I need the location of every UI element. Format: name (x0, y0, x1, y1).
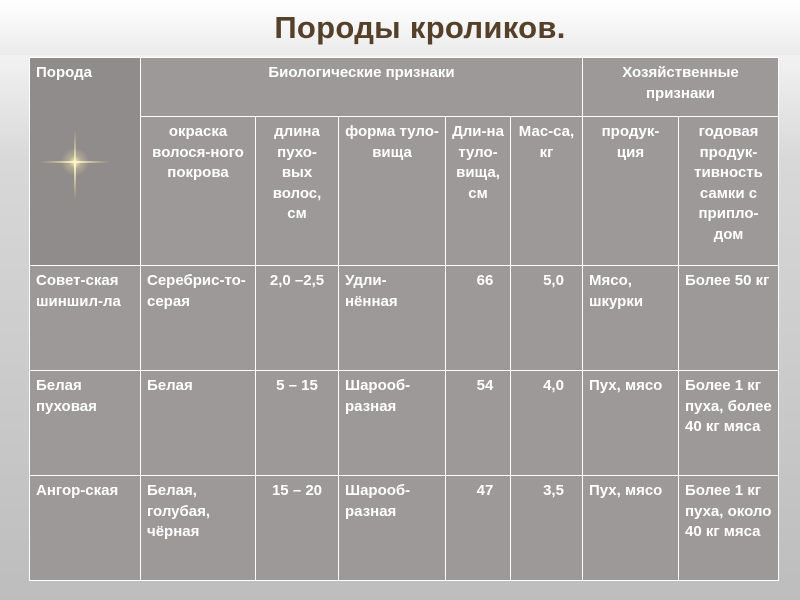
subheader-mass: Мас-са, кг (511, 117, 583, 266)
row2-mass: 4,0 (511, 371, 583, 476)
table-subheader-row (30, 117, 779, 266)
row3-body-length: 47 (446, 476, 511, 581)
subheader-fur-color: окраска волося-ного покрова (141, 117, 256, 266)
row3-products: Пух, мясо (583, 476, 679, 581)
row1-mass: 5,0 (511, 266, 583, 371)
table-row (30, 476, 779, 581)
row3-breed: Ангор-ская (30, 476, 141, 581)
row3-fur-length: 15 – 20 (256, 476, 339, 581)
table-header-row (30, 58, 779, 117)
header-breed: Порода (30, 58, 141, 266)
subheader-body-length: Дли-на туло-вища, см (446, 117, 511, 266)
row1-productivity: Более 50 кг (679, 266, 779, 371)
row1-products: Мясо, шкурки (583, 266, 679, 371)
header-biological: Биологические признаки (141, 58, 583, 117)
header-economic: Хозяйственные признаки (583, 58, 779, 117)
row3-body-shape: Шарооб-разная (339, 476, 446, 581)
rabbit-breeds-table (29, 57, 779, 581)
row3-mass: 3,5 (511, 476, 583, 581)
row1-body-length: 66 (446, 266, 511, 371)
subheader-productivity: годовая продук-тивность самки с припло-дом (679, 117, 779, 266)
row2-products: Пух, мясо (583, 371, 679, 476)
row2-productivity: Более 1 кг пуха, более 40 кг мяса (679, 371, 779, 476)
subheader-body-shape: форма туло-вища (339, 117, 446, 266)
page-title: Породы кроликов. (274, 10, 566, 45)
row1-breed: Совет-ская шиншил-ла (30, 266, 141, 371)
row1-body-shape: Удли-нённая (339, 266, 446, 371)
row2-body-length: 54 (446, 371, 511, 476)
row2-color: Белая (141, 371, 256, 476)
row3-color: Белая, голубая, чёрная (141, 476, 256, 581)
row3-productivity: Более 1 кг пуха, около 40 кг мяса (679, 476, 779, 581)
subheader-products: продук-ция (583, 117, 679, 266)
table-row (30, 266, 779, 371)
row2-breed: Белая пуховая (30, 371, 141, 476)
table-row (30, 371, 779, 476)
row2-body-shape: Шарооб-разная (339, 371, 446, 476)
subheader-fur-length: длина пухо-вых волос, см (256, 117, 339, 266)
row1-color: Серебрис-то-серая (141, 266, 256, 371)
row2-fur-length: 5 – 15 (256, 371, 339, 476)
row1-fur-length: 2,0 –2,5 (256, 266, 339, 371)
